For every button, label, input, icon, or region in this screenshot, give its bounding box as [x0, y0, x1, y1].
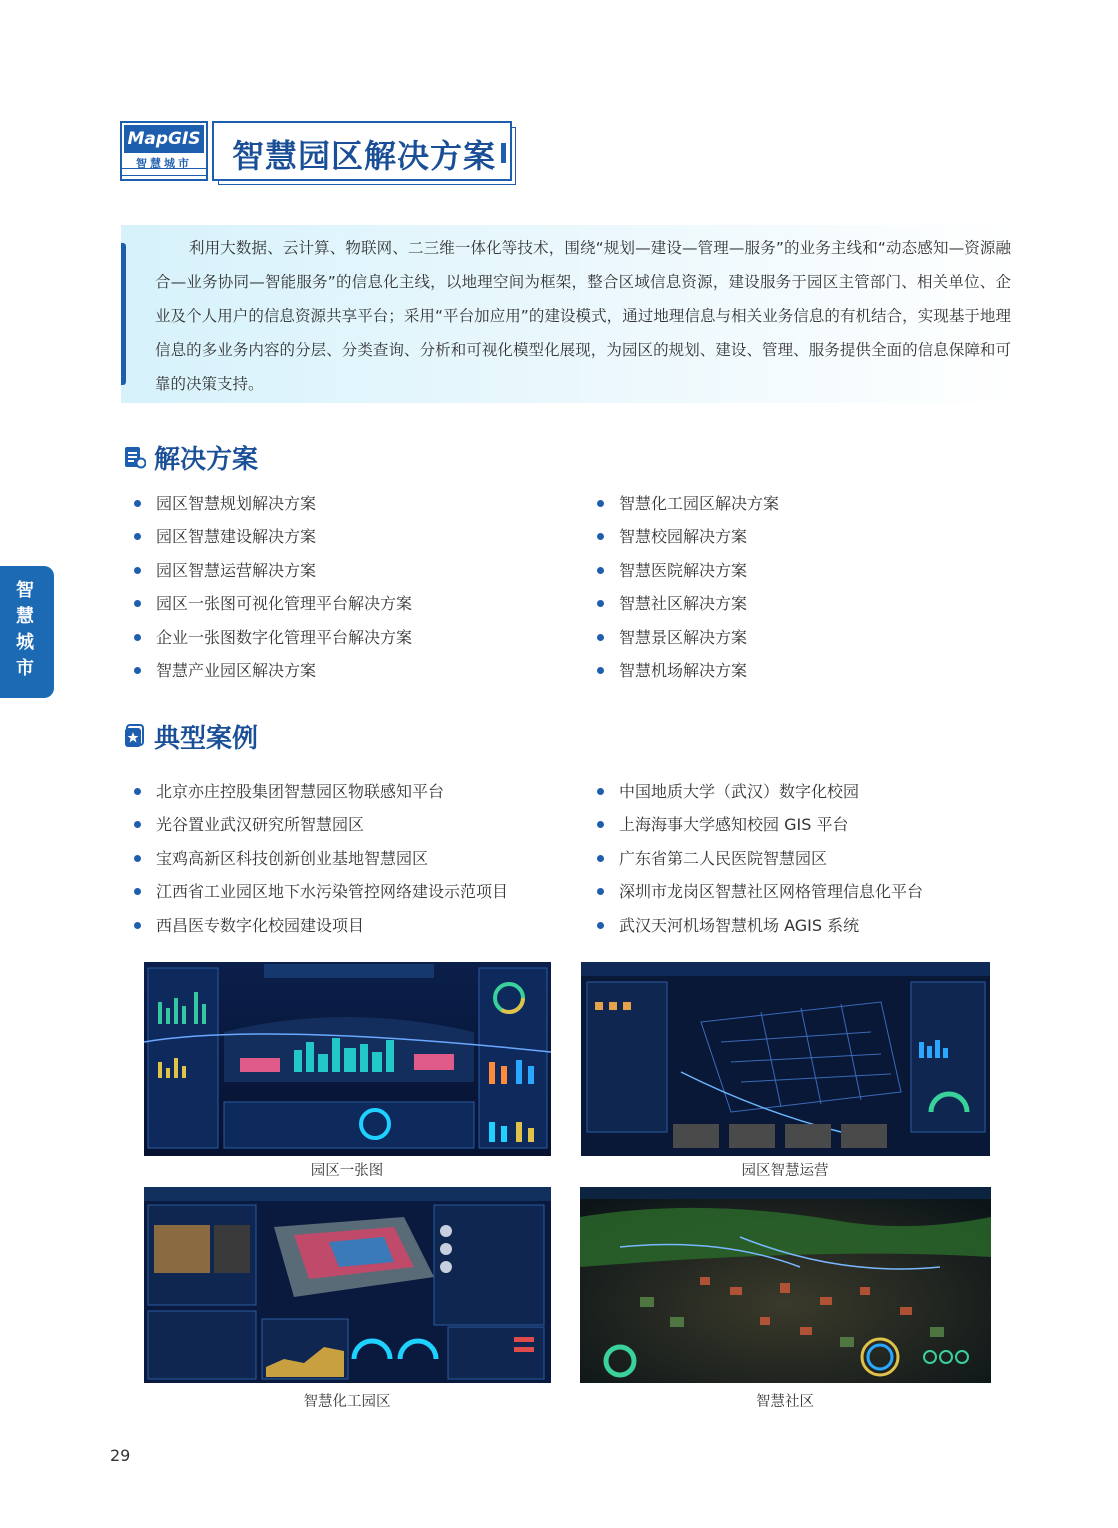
case-badge-icon: [124, 724, 146, 748]
cases-list-right: [597, 775, 1007, 942]
list-item: 深圳市龙岗区智慧社区网格管理信息化平台: [597, 875, 1007, 908]
cases-list-left: [134, 775, 584, 942]
list-item: 武汉天河机场智慧机场 AGIS 系统: [597, 909, 1007, 942]
logo-stripes: [122, 168, 206, 176]
intro-text: 利用大数据、云计算、物联网、二三维一体化等技术，围绕“规划—建设—管理—服务”的业务主线和“动态感知—资源融合—业务协同—智能服务”的信息化主线，以地理空间为框架，整合区域信息资源，建设服务于园区主管部门、相关单位、企业及个人用户的信息资源共享平台；采用“平台加应用”的建设模式，通过地理信息与相关业务信息的有机结合，实现基于地理信息的多业务内容的分层、分类查询、分析和可视化模型化展现，为园区的规划、建设、管理、服务提供全面的信息保障和可靠的决策支持。: [155, 239, 1011, 393]
list-item: 光谷置业武汉研究所智慧园区: [134, 808, 584, 841]
logo-main-text: MapGIS: [124, 125, 204, 153]
list-item: 智慧校园解决方案: [597, 520, 997, 553]
dashboard-illustration: [144, 1187, 551, 1383]
list-item: 西昌医专数字化校园建设项目: [134, 909, 584, 942]
list-item: 企业一张图数字化管理平台解决方案: [134, 621, 574, 654]
page-title: 智慧园区解决方案: [232, 137, 497, 175]
list-item: 中国地质大学（武汉）数字化校园: [597, 775, 1007, 808]
solutions-list-right: [597, 487, 997, 687]
title-accent-bar: [501, 143, 506, 163]
list-item: 智慧社区解决方案: [597, 587, 997, 620]
screenshot-park-operations: [581, 962, 990, 1156]
screenshot-park-map: [144, 962, 551, 1156]
list-item: 智慧机场解决方案: [597, 654, 997, 687]
list-item: 智慧医院解决方案: [597, 554, 997, 587]
page-header: [120, 121, 515, 183]
list-item: 智慧化工园区解决方案: [597, 487, 997, 520]
list-item: 北京亦庄控股集团智慧园区物联感知平台: [134, 775, 584, 808]
logo-sub-text: 智慧城市: [136, 157, 192, 170]
caption-smart-community: 智慧社区: [756, 1394, 814, 1410]
list-item: 上海海事大学感知校园 GIS 平台: [597, 808, 1007, 841]
list-item: 广东省第二人民医院智慧园区: [597, 842, 1007, 875]
list-item: 园区智慧规划解决方案: [134, 487, 574, 520]
screenshot-smart-community: [580, 1187, 991, 1383]
solutions-list-left: [134, 487, 574, 687]
caption-chemical-park: 智慧化工园区: [303, 1394, 391, 1410]
cases-heading: [124, 719, 258, 753]
title-box: [212, 121, 512, 181]
screenshot-chemical-park: [144, 1187, 551, 1383]
mapgis-logo: [120, 121, 208, 181]
list-item: 江西省工业园区地下水污染管控网络建设示范项目: [134, 875, 584, 908]
intro-accent-bar: [121, 243, 126, 385]
solutions-heading: [124, 440, 258, 474]
intro-panel: [121, 225, 1018, 403]
side-tab: [0, 566, 54, 698]
cases-title: 典型案例: [154, 723, 259, 754]
caption-park-map: 园区一张图: [310, 1163, 384, 1179]
page-number: 29: [110, 1446, 131, 1465]
solutions-title: 解决方案: [154, 444, 259, 475]
dashboard-illustration: [581, 962, 990, 1156]
list-item: 园区智慧运营解决方案: [134, 554, 574, 587]
list-item: 智慧景区解决方案: [597, 621, 997, 654]
list-item: 宝鸡高新区科技创新创业基地智慧园区: [134, 842, 584, 875]
list-item: 园区智慧建设解决方案: [134, 520, 574, 553]
dashboard-illustration: [580, 1187, 991, 1383]
dashboard-illustration: [144, 962, 551, 1156]
caption-park-operations: 园区智慧运营: [741, 1163, 829, 1179]
list-item: 园区一张图可视化管理平台解决方案: [134, 587, 574, 620]
list-item: 智慧产业园区解决方案: [134, 654, 574, 687]
side-tab-label: 智慧城市: [16, 580, 34, 679]
document-list-icon: [124, 445, 146, 469]
